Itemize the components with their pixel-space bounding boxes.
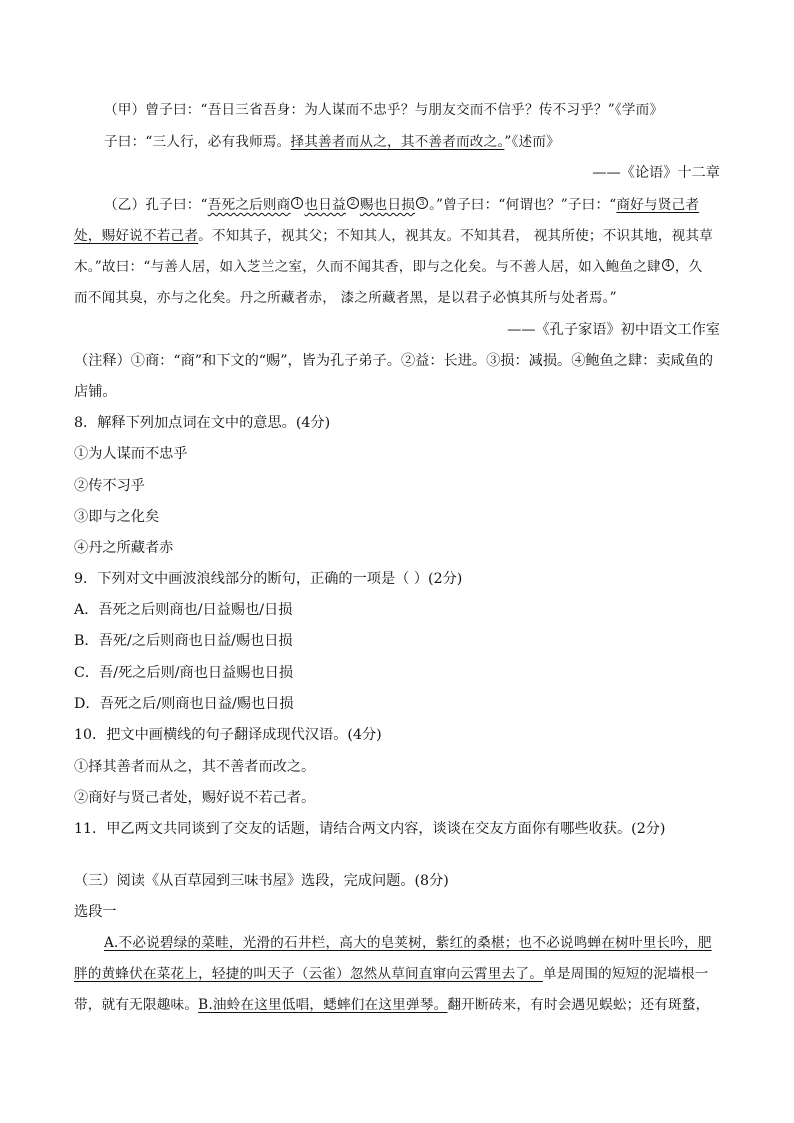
q10-item-1: ①择其善者而从之，其不善者而改之。	[74, 759, 316, 775]
jia-text-end: ”《述而》	[504, 134, 560, 150]
excerpt-underlined-b: B.油蛉在这里低唱，蟋蟀们在这里弹琴。	[198, 997, 448, 1013]
section-3-sub: 选段一	[74, 904, 117, 920]
yi-underlined-sentence-b: 处，赐好说不若己者	[74, 228, 199, 244]
note-mark-3: 3	[416, 197, 428, 209]
question-9: 9．下列对文中画波浪线部分的断句，正确的一项是（ ）(2分)	[74, 571, 463, 587]
q8-item-3: ③即与之化矣	[74, 509, 160, 525]
q9-option-d: D．吾死之后/则商也日益/赐也日损	[74, 696, 294, 712]
yi-line-3: 木。”故曰：“与善人居，如入芝兰之室，久而不闻其香，即与之化矣。与不善人居，如入鲍鱼之肆 4 ，久	[74, 259, 703, 275]
question-10: 10．把文中画横线的句子翻译成现代汉语。(4分)	[74, 727, 382, 743]
jia-line-1: （甲）曾子曰：“吾日三省吾身：为人谋而不忠乎？与朋友交而不信乎？传不习乎？”《学而》	[104, 102, 664, 118]
q8-item-4: ④丹之所藏者赤	[74, 540, 174, 556]
jia-underlined-sentence: 择其善者而从之，其不善者而改之。	[290, 134, 505, 150]
q8-item-1: ①为人谋而不忠乎	[74, 446, 188, 462]
jia-line-2	[104, 132, 560, 152]
excerpt-line-2	[74, 964, 709, 984]
notes-line-1: （注释）①商：“商”和下文的“赐”，皆为孔子弟子。②益：长进。③损：减损。④鲍鱼之肆：卖咸鱼的	[74, 353, 714, 369]
note-mark-2: 2	[347, 197, 359, 209]
yi-line-1	[104, 195, 699, 215]
notes-line-2: 店铺。	[74, 384, 117, 400]
excerpt-text: 单是周围的短短的泥墙根一	[543, 966, 709, 982]
yi-line-4: 而不闻其臭，亦与之化矣。丹之所藏者赤， 漆之所藏者黑，是以君子必慎其所与处者焉。”	[74, 290, 617, 306]
section-3-heading: （三）阅读《从百草园到三味书屋》选段，完成问题。(8分)	[74, 873, 449, 889]
q9-option-b: B．吾死/之后则商也日益/赐也日损	[74, 633, 293, 649]
question-11: 11．甲乙两文共同谈到了交友的话题，请结合两文内容，谈谈在交友方面你有哪些收获。(2分)	[74, 821, 666, 837]
yi-wavy-phrase: 吾死之后则商 1 也日益 2 赐也日损 3	[208, 197, 429, 213]
excerpt-line-3: 带，就有无限趣味。B.油蛉在这里低唱，蟋蟀们在这里弹琴。翻开断砖来，有时会遇见蜈蚣；还有斑蝥，	[74, 997, 710, 1013]
q8-item-2: ②传不习乎	[74, 478, 145, 494]
yi-line-2	[74, 226, 713, 246]
jia-text: 子曰：“三人行，必有我师焉。	[104, 134, 291, 150]
q9-option-c: C．吾/死之后则/商也日益赐也日损	[74, 665, 294, 681]
yi-text-mid: 。”曾子曰：“何谓也？”子曰：“	[429, 197, 617, 213]
jia-source: ——《论语》十二章	[592, 165, 720, 181]
excerpt-text: 翻开断砖来，有时会遇见蜈蚣；还有斑蝥，	[447, 997, 710, 1013]
excerpt-underlined-a: A.不必说碧绿的菜畦，光滑的石井栏，高大的皂荚树，紫红的桑椹；也不必说鸣蝉在树叶里长吟，肥	[104, 935, 712, 951]
note-mark-4: 4	[662, 259, 674, 271]
excerpt-underlined-a-cont: 胖的黄蜂伏在菜花上，轻捷的叫天子（云雀）忽然从草间直窜向云霄里去了。	[74, 966, 543, 982]
yi-source: ——《孔子家语》初中语文工作室	[507, 322, 720, 338]
q9-option-a: A．吾死之后则商也/日益赐也/日损	[74, 602, 293, 618]
excerpt-line-1	[104, 933, 712, 953]
yi-text: 。不知其子，视其父；不知其人，视其友。不知其君， 视其所使；不识其地，视其草	[198, 228, 714, 244]
note-mark-1: 1	[291, 197, 303, 209]
question-8: 8．解释下列加点词在文中的意思。(4分)	[74, 415, 331, 431]
yi-underlined-sentence-a: 商好与贤己者	[616, 197, 700, 213]
yi-text: （乙）孔子曰：“	[104, 197, 208, 213]
q10-item-2: ②商好与贤己者处，赐好说不若己者。	[74, 790, 316, 806]
